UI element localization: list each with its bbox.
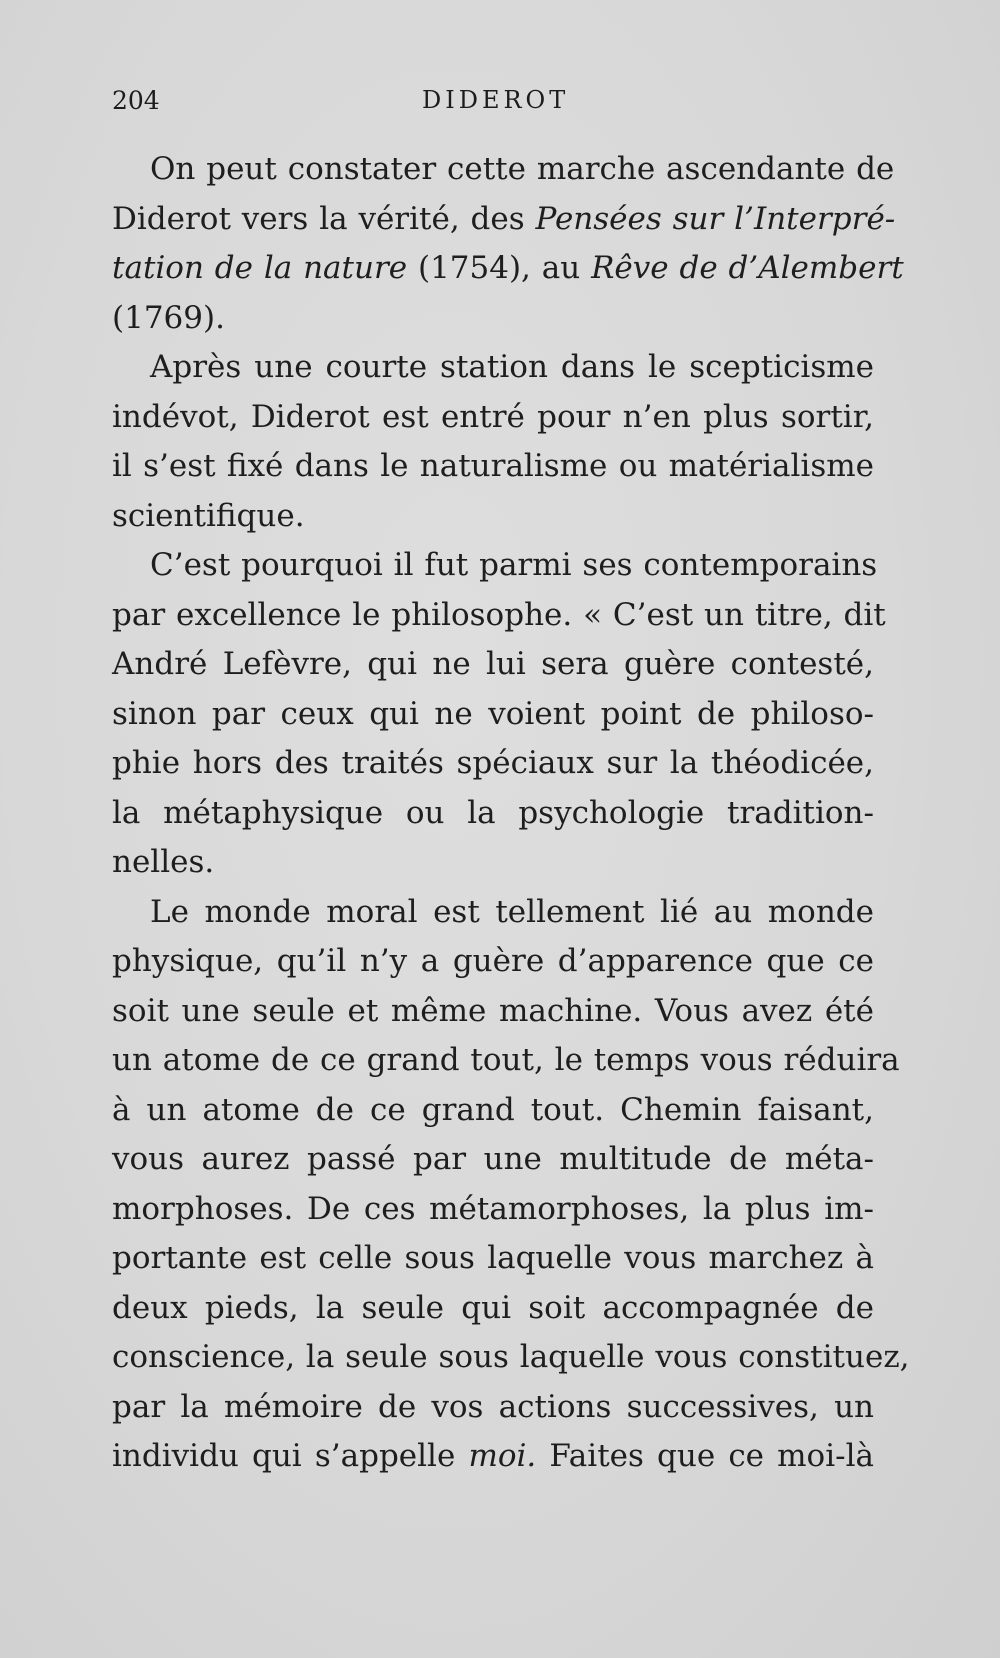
text-segment: Après une courte station dans le scepticisme [150, 349, 874, 385]
text-segment: il s’est fixé dans le naturalisme ou matérialisme [112, 448, 874, 484]
text-segment: soit une seule et même machine. Vous avez été [112, 992, 874, 1029]
text-line [112, 591, 886, 641]
text-segment: à un atome de ce grand tout. Chemin faisant, [112, 1091, 874, 1128]
text-line [112, 492, 874, 542]
text-line [112, 1333, 910, 1383]
text-segment: indévot, Diderot est entré pour n’en plus sortir, [112, 398, 874, 435]
text-line [112, 1432, 874, 1482]
text-line [112, 838, 874, 888]
text-line [112, 1086, 874, 1136]
text-segment: (1769). [112, 299, 225, 336]
italic-text: Rêve de d’Alembert [591, 250, 904, 286]
text-line [112, 244, 904, 294]
text-segment: Le monde moral est tellement lié au monde [150, 893, 874, 930]
text-line [112, 195, 896, 245]
text-line [112, 294, 874, 344]
text-segment: portante est celle sous laquelle vous marchez à [112, 1240, 874, 1276]
text-line [112, 937, 874, 987]
body-text [112, 145, 910, 1482]
text-segment: physique, qu’il n’y a guère d’apparence que ce [112, 943, 874, 979]
text-segment: par la mémoire de vos actions successives, un [112, 1388, 874, 1425]
text-segment: individu qui s’appelle [112, 1438, 469, 1474]
text-segment: Diderot vers la vérité, des [112, 200, 536, 237]
text-segment: scientifique. [112, 497, 305, 534]
text-line [112, 145, 895, 195]
text-segment: par excellence le philosophe. « C’est un titre, dit [112, 596, 886, 633]
text-line [112, 393, 874, 443]
text-line [112, 640, 874, 690]
text-segment: sinon par ceux qui ne voient point de philoso- [112, 695, 874, 732]
text-line [112, 442, 874, 492]
italic-text: tation de la nature [112, 250, 408, 286]
text-line [112, 888, 874, 938]
text-line [112, 1135, 874, 1185]
text-segment: Faites que ce moi-là [536, 1438, 874, 1474]
text-segment: conscience, la seule sous laquelle vous constituez, [112, 1339, 910, 1375]
text-line [112, 1036, 900, 1086]
text-segment: un atome de ce grand tout, le temps vous réduira [112, 1042, 900, 1078]
text-segment: la métaphysique ou la psychologie tradition- [112, 794, 874, 831]
text-line [112, 1234, 874, 1284]
text-segment: phie hors des traités spéciaux sur la théodicée, [112, 745, 874, 781]
italic-text: moi. [468, 1438, 537, 1474]
text-line [112, 987, 874, 1037]
text-line [112, 739, 874, 789]
text-line [112, 343, 874, 393]
text-segment: C’est pourquoi il fut parmi ses contemporains [150, 547, 878, 583]
running-head: DIDEROT [422, 86, 570, 114]
text-segment: deux pieds, la seule qui soit accompagnée de [112, 1289, 874, 1326]
text-line [112, 1284, 874, 1334]
text-segment: morphoses. De ces métamorphoses, la plus im- [112, 1190, 874, 1227]
text-line [112, 1185, 874, 1235]
page-header [112, 86, 872, 126]
text-segment: (1754), au [407, 250, 592, 286]
text-line [112, 1383, 874, 1433]
text-segment: André Lefèvre, qui ne lui sera guère contesté, [112, 646, 874, 682]
text-line [112, 789, 874, 839]
text-segment: On peut constater cette marche ascendante de [150, 151, 895, 187]
text-segment: vous aurez passé par une multitude de méta- [112, 1141, 874, 1177]
text-segment: nelles. [112, 844, 215, 880]
italic-text: Pensées sur l’Interpré- [535, 200, 896, 237]
text-line [112, 690, 874, 740]
text-line [112, 541, 878, 591]
page-number: 204 [112, 86, 160, 115]
